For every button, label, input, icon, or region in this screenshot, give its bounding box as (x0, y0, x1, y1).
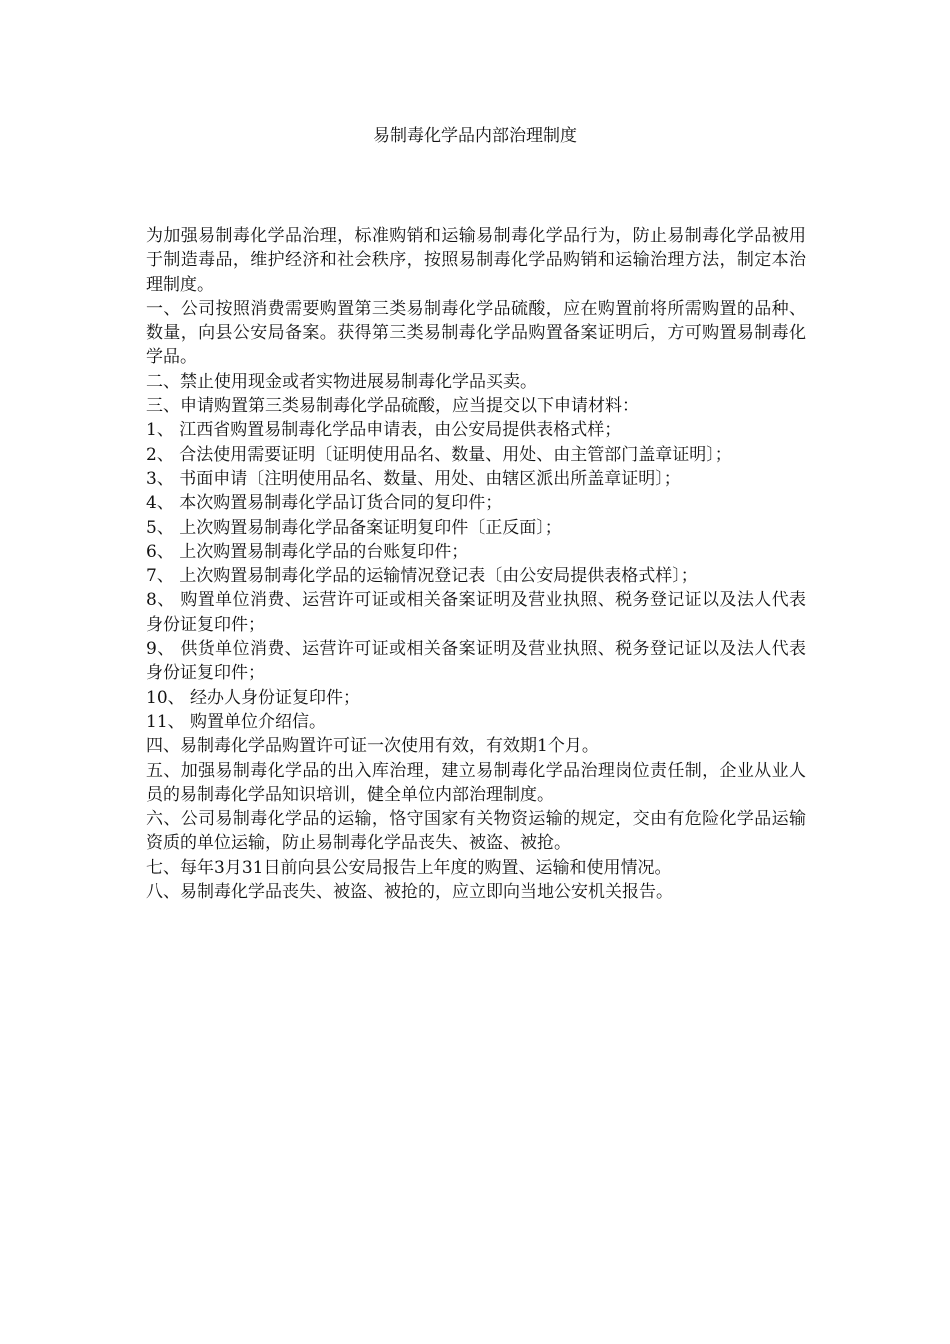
list-item-1: 1、 江西省购置易制毒化学品申请表，由公安局提供表格式样； (146, 420, 622, 441)
list-item-6: 6、 上次购置易制毒化学品的台账复印件； (146, 541, 469, 562)
list-item-9: 9、 供货单位消费、运营许可证或相关备案证明及营业执照、税务登记证以及法人代表身份证复印件； (146, 639, 806, 684)
paragraph-section-4: 四、易制毒化学品购置许可证一次使用有效，有效期1个月。 (146, 736, 599, 757)
list-item-7: 7、 上次购置易制毒化学品的运输情况登记表〔由公安局提供表格式样〕； (146, 566, 698, 587)
paragraph-section-7: 七、每年3月31日前向县公安局报告上年度的购置、运输和使用情况。 (146, 857, 672, 878)
list-item-11: 11、 购置单位介绍信。 (146, 711, 327, 732)
paragraph-section-8: 八、易制毒化学品丧失、被盗、被抢的，应立即向当地公安机关报告。 (146, 882, 673, 903)
paragraph-section-2: 二、禁止使用现金或者实物进展易制毒化学品买卖。 (146, 371, 537, 392)
list-item-10: 10、 经办人身份证复印件； (146, 687, 361, 708)
paragraph-section-6: 六、公司易制毒化学品的运输，恪守国家有关物资运输的规定，交由有危险化学品运输资质的单位运输，防止易制毒化学品丧失、被盗、被抢。 (146, 809, 806, 854)
document-body (146, 224, 806, 904)
list-item-4: 4、 本次购置易制毒化学品订货合同的复印件； (146, 493, 503, 514)
paragraph-section-5: 五、加强易制毒化学品的出入库治理，建立易制毒化学品治理岗位责任制，企业从业人员的易制毒化学品知识培训，健全单位内部治理制度。 (146, 760, 806, 805)
list-item-3: 3、 书面申请〔注明使用品名、数量、用处、由辖区派出所盖章证明〕； (146, 468, 681, 489)
document-title: 易制毒化学品内部治理制度 (373, 126, 577, 146)
paragraph-section-1: 一、公司按照消费需要购置第三类易制毒化学品硫酸，应在购置前将所需购置的品种、数量，向县公安局备案。获得第三类易制毒化学品购置备案证明后，方可购置易制毒化学品。 (146, 298, 806, 368)
list-item-5: 5、 上次购置易制毒化学品备案证明复印件〔正反面〕； (146, 517, 562, 538)
paragraph-section-3: 三、申请购置第三类易制毒化学品硫酸，应当提交以下申请材料： (146, 396, 639, 417)
list-item-2: 2、 合法使用需要证明〔证明使用品名、数量、用处、由主管部门盖章证明〕； (146, 444, 732, 465)
list-item-8: 8、 购置单位消费、运营许可证或相关备案证明及营业执照、税务登记证以及法人代表身份证复印件； (146, 590, 806, 635)
paragraph-intro: 为加强易制毒化学品治理，标准购销和运输易制毒化学品行为，防止易制毒化学品被用于制造毒品，维护经济和社会秩序，按照易制毒化学品购销和运输治理方法，制定本治理制度。 (146, 226, 806, 295)
